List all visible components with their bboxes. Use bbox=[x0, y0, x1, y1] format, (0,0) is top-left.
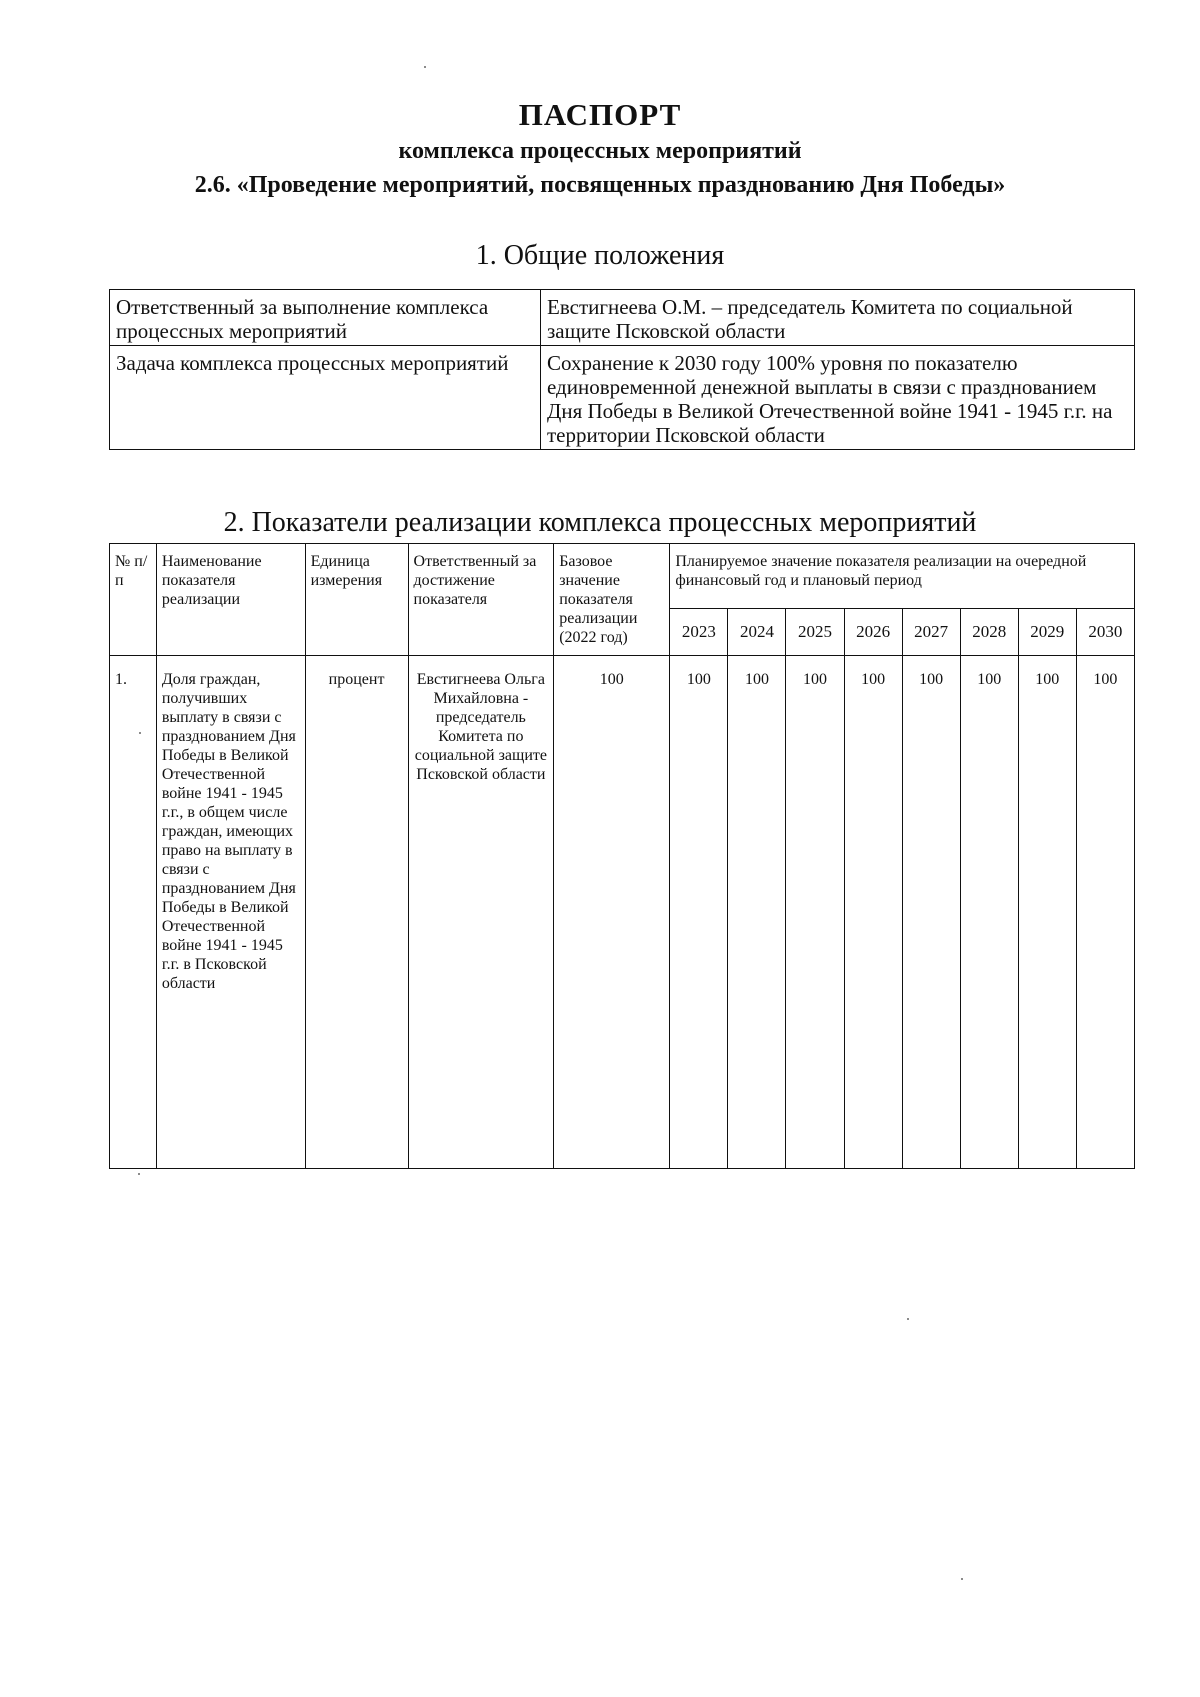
year-header: 2029 bbox=[1018, 608, 1076, 655]
scan-speck bbox=[907, 1318, 909, 1320]
indicator-value: 100 bbox=[1076, 656, 1134, 1169]
indicator-value: 100 bbox=[960, 656, 1018, 1169]
indicator-name: Доля граждан, получивших выплату в связи с празднованием Дня Победы в Великой Отечественной войне 1941 - 1945 г.г., в общем числе граждан, имеющих право на выплату в связи с празднованием Дня Победы в Великой Отечественной войне 1941 - 1945 г.г. в Псковской области bbox=[156, 656, 305, 1169]
task-value: Сохранение к 2030 году 100% уровня по показателю единовременной денежной выплаты в связи с празднованием Дня Победы в Великой Отечественной войне 1941 - 1945 г.г. на территории Псковской области bbox=[541, 346, 1135, 450]
indicator-responsible: Евстигнеева Ольга Михайловна - председатель Комитета по социальной защите Псковской области bbox=[408, 656, 554, 1169]
responsible-value: Евстигнеева О.М. – председатель Комитета по социальной защите Псковской области bbox=[541, 290, 1135, 346]
title-block bbox=[0, 95, 1200, 203]
year-header: 2027 bbox=[902, 608, 960, 655]
indicator-value: 100 bbox=[670, 656, 728, 1169]
year-header: 2030 bbox=[1076, 608, 1134, 655]
indicator-value: 100 bbox=[786, 656, 844, 1169]
general-provisions-table bbox=[109, 289, 1135, 450]
indicator-value: 100 bbox=[1018, 656, 1076, 1169]
col-header-responsible: Ответственный за достижение показателя bbox=[408, 544, 554, 656]
year-header: 2023 bbox=[670, 608, 728, 655]
year-header: 2025 bbox=[786, 608, 844, 655]
table-row bbox=[110, 656, 1135, 1169]
col-header-unit: Единица измерения bbox=[305, 544, 408, 656]
indicator-base-value: 100 bbox=[554, 656, 670, 1169]
col-header-num: № п/п bbox=[110, 544, 157, 656]
year-header: 2028 bbox=[960, 608, 1018, 655]
row-num: 1. bbox=[110, 656, 157, 1169]
col-header-planned: Планируемое значение показателя реализации на очередной финансовый год и плановый период bbox=[670, 544, 1135, 609]
scan-speck bbox=[424, 66, 426, 68]
table-header-row bbox=[110, 544, 1135, 609]
scan-speck bbox=[961, 1578, 963, 1580]
indicator-value: 100 bbox=[902, 656, 960, 1169]
complex-name: 2.6. «Проведение мероприятий, посвященных празднованию Дня Победы» bbox=[194, 172, 1006, 198]
responsible-label: Ответственный за выполнение комплекса процессных мероприятий bbox=[110, 290, 541, 346]
indicators-table bbox=[109, 543, 1135, 1169]
indicator-value: 100 bbox=[844, 656, 902, 1169]
year-header: 2024 bbox=[728, 608, 786, 655]
task-label: Задача комплекса процессных мероприятий bbox=[110, 346, 541, 450]
table-row bbox=[110, 290, 1135, 346]
scan-speck bbox=[138, 1173, 140, 1175]
document-subtitle: комплекса процессных мероприятий bbox=[398, 138, 802, 164]
table-row bbox=[110, 346, 1135, 450]
col-header-name: Наименование показателя реализации bbox=[156, 544, 305, 656]
section1-heading: 1. Общие положения bbox=[475, 240, 725, 271]
scan-speck bbox=[139, 732, 141, 734]
section2-heading: 2. Показатели реализации комплекса процессных мероприятий bbox=[223, 507, 977, 538]
indicator-unit: процент bbox=[305, 656, 408, 1169]
col-header-base: Базовое значение показателя реализации (2022 год) bbox=[554, 544, 670, 656]
year-header: 2026 bbox=[844, 608, 902, 655]
document-title: ПАСПОРТ bbox=[518, 97, 682, 132]
indicator-value: 100 bbox=[728, 656, 786, 1169]
